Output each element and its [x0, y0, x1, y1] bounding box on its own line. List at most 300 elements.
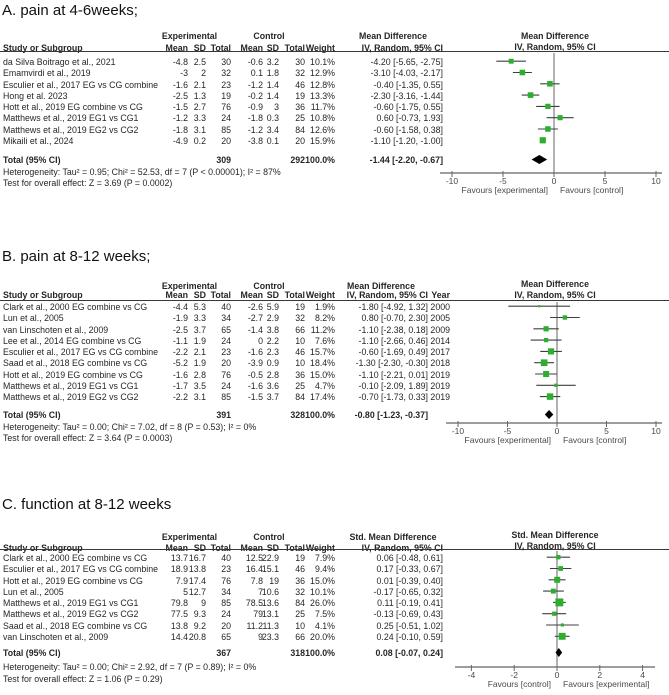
cell-sd-exp: 2 [201, 68, 206, 79]
cell-weight: 20.0% [310, 632, 335, 643]
sd-ctrl-column-header: SD [266, 543, 279, 553]
cell-sd-exp: 1.9 [193, 358, 206, 369]
cell-total-ctrl: 36 [295, 575, 305, 586]
cell-total-exp: 20 [221, 358, 231, 369]
cell-mean-exp: -1.7 [172, 381, 188, 392]
cell-sd-exp: 1.3 [193, 90, 206, 101]
cell-sd-ctrl: 13.1 [261, 609, 279, 620]
cell-mean-ctrl: 7 [258, 586, 263, 597]
cell-total-exp: 23 [221, 79, 231, 90]
cell-total-exp: 76 [221, 102, 231, 113]
cell-total-ctrl: 30 [295, 57, 305, 67]
cell-mean-ctrl: 79 [253, 609, 263, 620]
cell-mean-exp: -3 [180, 68, 188, 79]
panel-title: C. function at 8-12 weeks [2, 496, 172, 513]
total-exp-column-header: Total [210, 543, 231, 553]
axis-tick-label: 0 [554, 670, 560, 680]
cell-sd-ctrl: 19 [269, 575, 279, 586]
cell-total-exp: 85 [221, 392, 231, 403]
total-ctrl-column-header: Total [284, 290, 305, 300]
cell-total-exp: 24 [221, 113, 231, 124]
cell-sd-ctrl: 3 [274, 102, 279, 113]
cell-sd-ctrl: 5.9 [266, 302, 279, 312]
cell-study: Lun et al., 2005 [3, 586, 64, 597]
cell-mean-exp: -1.6 [172, 79, 188, 90]
panel-function-8-12-weeks [0, 496, 669, 695]
cell-sd-ctrl: 10.6 [261, 586, 279, 597]
cell-total-ctrl: 32 [295, 313, 305, 324]
overall-test-text: Test for overall effect: Z = 3.69 (P = 0.0002) [3, 178, 173, 188]
cell-ci: -4.20 [-5.65, -2.75] [370, 57, 443, 67]
cell-sd-ctrl: 3.8 [266, 324, 279, 335]
control-group-header: Control [253, 281, 285, 291]
cell-total-ctrl: 66 [295, 632, 305, 643]
cell-ci: -0.17 [-0.65, 0.32] [373, 586, 443, 597]
mean-ctrl-column-header: Mean [240, 290, 263, 300]
cell-mean-ctrl: -0.5 [247, 369, 263, 380]
experimental-group-header: Experimental [161, 532, 218, 542]
cell-mean-ctrl: 0.1 [250, 68, 263, 79]
total-n-exp: 309 [216, 155, 231, 165]
cell-sd-ctrl: 3.7 [266, 392, 279, 403]
cell-mean-ctrl: -3.9 [247, 358, 263, 369]
cell-weight: 18.4% [310, 358, 335, 369]
cell-weight: 13.3% [310, 90, 335, 101]
cell-total-ctrl: 25 [295, 609, 305, 620]
cell-total-exp: 76 [221, 575, 231, 586]
effect-square [509, 59, 514, 64]
cell-weight: 11.2% [310, 324, 335, 335]
effect-square [540, 137, 546, 143]
cell-year: 2014 [430, 335, 450, 346]
cell-year: 2019 [430, 392, 450, 403]
cell-ci: -1.80 [-4.92, 1.32] [358, 302, 428, 312]
cell-total-ctrl: 84 [295, 124, 305, 135]
cell-mean-exp: -1.9 [172, 313, 188, 324]
effect-square [558, 115, 563, 120]
cell-mean-exp: -4.9 [172, 136, 188, 147]
cell-weight: 15.7% [310, 347, 335, 358]
cell-sd-ctrl: 1.4 [266, 90, 279, 101]
axis-tick-label: 5 [604, 426, 609, 436]
cell-study: Esculier et al., 2017 EG vs CG combine [3, 347, 158, 358]
cell-weight: 11.7% [310, 102, 335, 113]
cell-ci: -1.30 [-2.30, -0.30] [355, 358, 428, 369]
axis-tick-label: 10 [651, 176, 661, 186]
cell-total-ctrl: 32 [295, 68, 305, 79]
cell-ci: 0.24 [-0.10, 0.59] [376, 632, 443, 643]
cell-total-ctrl: 36 [295, 102, 305, 113]
cell-ci: -0.60 [-1.69, 0.49] [358, 347, 428, 358]
cell-mean-exp: 5 [183, 586, 188, 597]
plot-effect-label: Mean Difference [521, 279, 589, 289]
mean-ctrl-column-header: Mean [240, 43, 263, 53]
cell-mean-ctrl: -0.9 [247, 102, 263, 113]
total-weight: 100.0% [305, 648, 335, 658]
cell-mean-ctrl: -1.4 [247, 324, 263, 335]
total-exp-column-header: Total [210, 43, 231, 53]
cell-weight: 9.4% [314, 564, 335, 575]
axis-tick-label: -2 [510, 670, 518, 680]
panel-pain-8-12-weeks [0, 248, 669, 453]
cell-study: Hott et al., 2019 EG combine vs CG [3, 575, 143, 586]
cell-sd-ctrl: 15.1 [261, 564, 279, 575]
cell-ci: -1.10 [-1.20, -1.00] [370, 136, 443, 147]
forest-plot-canvas [0, 496, 669, 695]
cell-ci: -0.60 [-1.58, 0.38] [373, 124, 443, 135]
cell-ci: -3.10 [-4.03, -2.17] [370, 68, 443, 79]
cell-total-ctrl: 20 [295, 136, 305, 147]
cell-sd-exp: 3.3 [193, 313, 206, 324]
effect-square [547, 81, 553, 87]
cell-sd-ctrl: 22.9 [261, 553, 279, 563]
effect-square [551, 589, 556, 594]
overall-test-text: Test for overall effect: Z = 1.06 (P = 0.29) [3, 674, 163, 684]
cell-study: Matthews et al., 2019 EG2 vs CG2 [3, 392, 139, 403]
cell-total-exp: 85 [221, 124, 231, 135]
cell-mean-ctrl: -1.6 [247, 381, 263, 392]
cell-study: Emamvirdi et al., 2019 [3, 68, 91, 79]
cell-sd-exp: 9 [201, 598, 206, 609]
mean-exp-column-header: Mean [165, 290, 188, 300]
effect-square [544, 326, 549, 331]
cell-total-exp: 20 [221, 136, 231, 147]
ci-column-header: IV, Random, 95% CI [361, 43, 443, 53]
cell-year: 2017 [430, 347, 450, 358]
cell-study: Matthews et al., 2019 EG1 vs CG1 [3, 598, 139, 609]
cell-mean-ctrl: -1.5 [247, 392, 263, 403]
cell-study: Hong et al. 2023 [3, 90, 68, 101]
cell-year: 2000 [430, 302, 450, 312]
sd-exp-column-header: SD [193, 543, 206, 553]
effect-square [547, 393, 553, 399]
cell-study: Mikaili et al., 2024 [3, 136, 74, 147]
cell-weight: 8.2% [314, 313, 335, 324]
cell-total-exp: 19 [221, 90, 231, 101]
cell-year: 2019 [430, 381, 450, 392]
effect-square [563, 315, 567, 319]
cell-ci: 0.06 [-0.48, 0.61] [376, 553, 443, 563]
year-column-header: Year [431, 290, 450, 300]
axis-tick-label: -10 [451, 426, 465, 436]
cell-mean-ctrl: -1.6 [247, 347, 263, 358]
ci-column-header: IV, Random, 95% CI [361, 543, 443, 553]
cell-year: 2019 [430, 369, 450, 380]
cell-weight: 1.9% [314, 302, 335, 312]
mean-exp-column-header: Mean [165, 43, 188, 53]
cell-total-ctrl: 32 [295, 586, 305, 597]
cell-sd-ctrl: 11.3 [262, 620, 279, 631]
cell-year: 2009 [430, 324, 450, 335]
study-column-header: Study or Subgroup [3, 543, 83, 553]
cell-ci: 0.01 [-0.39, 0.40] [376, 575, 443, 586]
cell-total-exp: 24 [221, 335, 231, 346]
ci-column-header: IV, Random, 95% CI [346, 290, 428, 300]
panel-pain-4-6-weeks [0, 2, 669, 214]
cell-mean-exp: 14.4 [170, 632, 188, 643]
cell-sd-exp: 20.8 [188, 632, 206, 643]
cell-study: da Silva Boitrago et al., 2021 [3, 57, 116, 67]
cell-total-ctrl: 46 [295, 79, 305, 90]
cell-weight: 12.8% [310, 79, 335, 90]
total-weight: 100.0% [305, 155, 335, 165]
cell-sd-ctrl: 13.6 [261, 598, 279, 609]
cell-total-exp: 30 [221, 57, 231, 67]
cell-mean-exp: -4.8 [172, 57, 188, 67]
cell-mean-exp: 13.7 [170, 553, 188, 563]
axis-tick-label: 0 [554, 426, 560, 436]
axis-tick-label: -10 [445, 176, 459, 186]
axis-tick-label: 0 [551, 176, 557, 186]
cell-mean-ctrl: 16.4 [245, 564, 263, 575]
cell-mean-exp: 7.9 [175, 575, 188, 586]
cell-year: 2018 [430, 358, 450, 369]
cell-sd-ctrl: 1.8 [266, 68, 279, 79]
cell-sd-exp: 2.8 [193, 369, 206, 380]
cell-sd-exp: 3.3 [193, 113, 206, 124]
control-group-header: Control [253, 532, 285, 542]
cell-weight: 10.1% [310, 586, 335, 597]
sd-exp-column-header: SD [193, 43, 206, 53]
cell-mean-ctrl: -0.6 [247, 57, 263, 67]
effect-square [528, 92, 534, 98]
axis-tick-label: 4 [640, 670, 645, 680]
pooled-diamond [532, 155, 548, 164]
effect-square [548, 348, 554, 354]
cell-weight: 10.1% [310, 57, 335, 67]
cell-study: Matthews et al., 2019 EG1 vs CG1 [3, 381, 139, 392]
effect-square [556, 555, 560, 559]
cell-study: van Linschoten et al., 2009 [3, 324, 109, 335]
cell-total-exp: 65 [221, 632, 231, 643]
heterogeneity-text: Heterogeneity: Tau² = 0.00; Chi² = 2.92, df = 7 (P = 0.89); I² = 0% [3, 662, 257, 672]
cell-mean-ctrl: -1.2 [247, 79, 263, 90]
cell-ci: 0.11 [-0.19, 0.41] [377, 598, 443, 609]
cell-total-ctrl: 10 [295, 358, 305, 369]
cell-total-ctrl: 46 [295, 564, 305, 575]
cell-sd-exp: 2.7 [193, 102, 206, 113]
experimental-group-header: Experimental [161, 281, 218, 291]
cell-mean-ctrl: 78.5 [245, 598, 263, 609]
cell-total-ctrl: 84 [295, 598, 305, 609]
plot-effect-label: Std. Mean Difference [511, 530, 599, 540]
cell-ci: 0.60 [-0.73, 1.93] [376, 113, 443, 124]
cell-ci: -2.30 [-3.16, -1.44] [370, 90, 443, 101]
cell-sd-ctrl: 0.9 [266, 358, 279, 369]
cell-mean-exp: -4.4 [172, 302, 188, 312]
cell-study: Matthews et al., 2019 EG1 vs CG1 [3, 113, 139, 124]
cell-weight: 15.0% [310, 575, 335, 586]
cell-sd-exp: 3.7 [193, 324, 206, 335]
cell-sd-ctrl: 23.3 [261, 632, 279, 643]
cell-sd-exp: 16.7 [188, 553, 206, 563]
cell-ci: -0.10 [-2.09, 1.89] [358, 381, 428, 392]
cell-year: 2005 [430, 313, 450, 324]
cell-mean-ctrl: 7.8 [250, 575, 263, 586]
favours-left-label: Favours [experimental] [461, 185, 548, 195]
cell-ci: 0.80 [-0.70, 2.30] [361, 313, 428, 324]
effect-square [554, 384, 557, 387]
cell-mean-exp: -5.2 [172, 358, 188, 369]
effect-square [554, 577, 560, 583]
cell-total-ctrl: 84 [295, 392, 305, 403]
axis-tick-label: 10 [651, 426, 661, 436]
cell-sd-exp: 2.1 [193, 79, 206, 90]
cell-mean-exp: 13.8 [170, 620, 188, 631]
cell-study: Esculier et al., 2017 EG vs CG combine [3, 79, 158, 90]
cell-sd-exp: 12.7 [188, 586, 206, 597]
cell-ci: -1.10 [-2.38, 0.18] [358, 324, 428, 335]
cell-mean-exp: -1.2 [172, 113, 188, 124]
effect-square [552, 612, 556, 616]
cell-total-exp: 85 [221, 598, 231, 609]
cell-total-exp: 32 [221, 68, 231, 79]
total-n-exp: 367 [216, 648, 231, 658]
cell-study: Saad et al., 2018 EG combine vs CG [3, 620, 148, 631]
effect-square [543, 371, 549, 377]
cell-sd-ctrl: 0.3 [266, 113, 279, 124]
effect-square [558, 566, 563, 571]
cell-weight: 12.9% [310, 68, 335, 79]
cell-sd-exp: 1.9 [193, 335, 206, 346]
control-group-header: Control [253, 31, 285, 41]
sd-ctrl-column-header: SD [266, 290, 279, 300]
cell-mean-exp: 79.8 [170, 598, 188, 609]
weight-column-header: Weight [305, 543, 335, 553]
cell-total-exp: 23 [221, 564, 231, 575]
cell-sd-ctrl: 3.6 [266, 381, 279, 392]
cell-ci: -0.60 [-1.75, 0.55] [373, 102, 443, 113]
study-column-header: Study or Subgroup [3, 43, 83, 53]
effect-group-header: Mean Difference [359, 31, 427, 41]
cell-mean-ctrl: -2.7 [247, 313, 263, 324]
cell-mean-exp: 18.9 [170, 564, 188, 575]
cell-total-ctrl: 46 [295, 347, 305, 358]
plot-method-label: IV, Random, 95% CI [514, 290, 596, 300]
cell-study: Esculier et al., 2017 EG vs CG combine [3, 564, 158, 575]
experimental-group-header: Experimental [161, 31, 218, 41]
total-weight: 100.0% [305, 410, 335, 420]
cell-total-exp: 65 [221, 324, 231, 335]
total-n-ctrl: 328 [290, 410, 305, 420]
cell-mean-exp: 77.5 [170, 609, 188, 620]
cell-mean-ctrl: -1.2 [247, 124, 263, 135]
effect-square [538, 305, 540, 307]
cell-total-ctrl: 25 [295, 381, 305, 392]
cell-total-ctrl: 19 [295, 302, 305, 312]
favours-left-label: Favours [control] [487, 679, 551, 689]
mean-exp-column-header: Mean [165, 543, 188, 553]
effect-square [520, 70, 526, 76]
effect-square [541, 359, 548, 366]
cell-weight: 26.0% [310, 598, 335, 609]
total-label: Total (95% CI) [3, 410, 61, 420]
cell-total-exp: 34 [221, 586, 231, 597]
weight-column-header: Weight [305, 43, 335, 53]
cell-study: Matthews et al., 2019 EG2 vs CG2 [3, 124, 139, 135]
total-exp-column-header: Total [210, 290, 231, 300]
total-ci: 0.08 [-0.07, 0.24] [375, 648, 443, 658]
cell-sd-ctrl: 2.9 [266, 313, 279, 324]
cell-total-ctrl: 66 [295, 324, 305, 335]
cell-total-ctrl: 19 [295, 553, 305, 563]
cell-weight: 12.6% [310, 124, 335, 135]
cell-sd-exp: 9.2 [193, 620, 206, 631]
cell-weight: 15.9% [310, 136, 335, 147]
cell-study: Clark et al., 2000 EG combine vs CG [3, 553, 148, 563]
cell-sd-ctrl: 2.2 [266, 335, 279, 346]
cell-sd-ctrl: 1.4 [266, 79, 279, 90]
cell-mean-exp: -2.5 [172, 324, 188, 335]
cell-ci: -0.40 [-1.35, 0.55] [373, 79, 443, 90]
cell-weight: 10.8% [310, 113, 335, 124]
total-ctrl-column-header: Total [284, 43, 305, 53]
cell-total-exp: 40 [221, 302, 231, 312]
cell-sd-exp: 3.5 [193, 381, 206, 392]
total-n-ctrl: 292 [290, 155, 305, 165]
cell-mean-exp: -1.5 [172, 102, 188, 113]
cell-ci: 0.17 [-0.33, 0.67] [376, 564, 443, 575]
cell-ci: 0.25 [-0.51, 1.02] [376, 620, 443, 631]
cell-weight: 4.7% [314, 381, 335, 392]
effect-square [544, 338, 548, 342]
cell-mean-ctrl: 11.2 [246, 620, 263, 631]
total-n-exp: 391 [216, 410, 231, 420]
cell-mean-ctrl: 9 [258, 632, 263, 643]
cell-total-exp: 20 [221, 620, 231, 631]
effect-group-header: Std. Mean Difference [349, 532, 437, 542]
cell-ci: -1.10 [-2.66, 0.46] [358, 335, 428, 346]
cell-mean-ctrl: -3.8 [247, 136, 263, 147]
sd-ctrl-column-header: SD [266, 43, 279, 53]
mean-ctrl-column-header: Mean [240, 543, 263, 553]
cell-sd-exp: 0.2 [193, 136, 206, 147]
axis-tick-label: 2 [597, 670, 603, 680]
effect-square [545, 104, 550, 109]
cell-sd-exp: 13.8 [188, 564, 206, 575]
cell-study: Hott et al., 2019 EG combine vs CG [3, 102, 143, 113]
panel-title: A. pain at 4-6weeks; [2, 2, 138, 19]
total-label: Total (95% CI) [3, 648, 61, 658]
weight-column-header: Weight [305, 290, 335, 300]
plot-effect-label: Mean Difference [521, 31, 589, 41]
heterogeneity-text: Heterogeneity: Tau² = 0.00; Chi² = 7.02, df = 8 (P = 0.53); I² = 0% [3, 422, 257, 432]
cell-weight: 7.6% [314, 335, 335, 346]
cell-total-exp: 40 [221, 553, 231, 563]
cell-sd-exp: 5.3 [193, 302, 206, 312]
cell-study: Hott et al., 2019 EG combine vs CG [3, 369, 143, 380]
cell-weight: 17.4% [310, 392, 335, 403]
axis-tick-label: -5 [499, 176, 507, 186]
favours-left-label: Favours [experimental] [464, 435, 551, 445]
cell-study: Lun et al., 2005 [3, 313, 64, 324]
total-label: Total (95% CI) [3, 155, 61, 165]
panel-title: B. pain at 8-12 weeks; [2, 248, 151, 265]
cell-mean-exp: -2.2 [172, 392, 188, 403]
cell-total-exp: 34 [221, 313, 231, 324]
cell-total-exp: 23 [221, 347, 231, 358]
effect-square [545, 126, 551, 132]
axis-tick-label: 5 [602, 176, 608, 186]
cell-mean-exp: -1.8 [172, 124, 188, 135]
cell-sd-ctrl: 2.3 [266, 347, 279, 358]
cell-mean-ctrl: -2.6 [247, 302, 263, 312]
cell-mean-exp: -2.5 [172, 90, 188, 101]
total-ctrl-column-header: Total [284, 543, 305, 553]
cell-study: Lee et al., 2014 EG combine vs CG [3, 335, 142, 346]
cell-study: Clark et al., 2000 EG combine vs CG [3, 302, 148, 312]
cell-sd-ctrl: 2.8 [266, 369, 279, 380]
